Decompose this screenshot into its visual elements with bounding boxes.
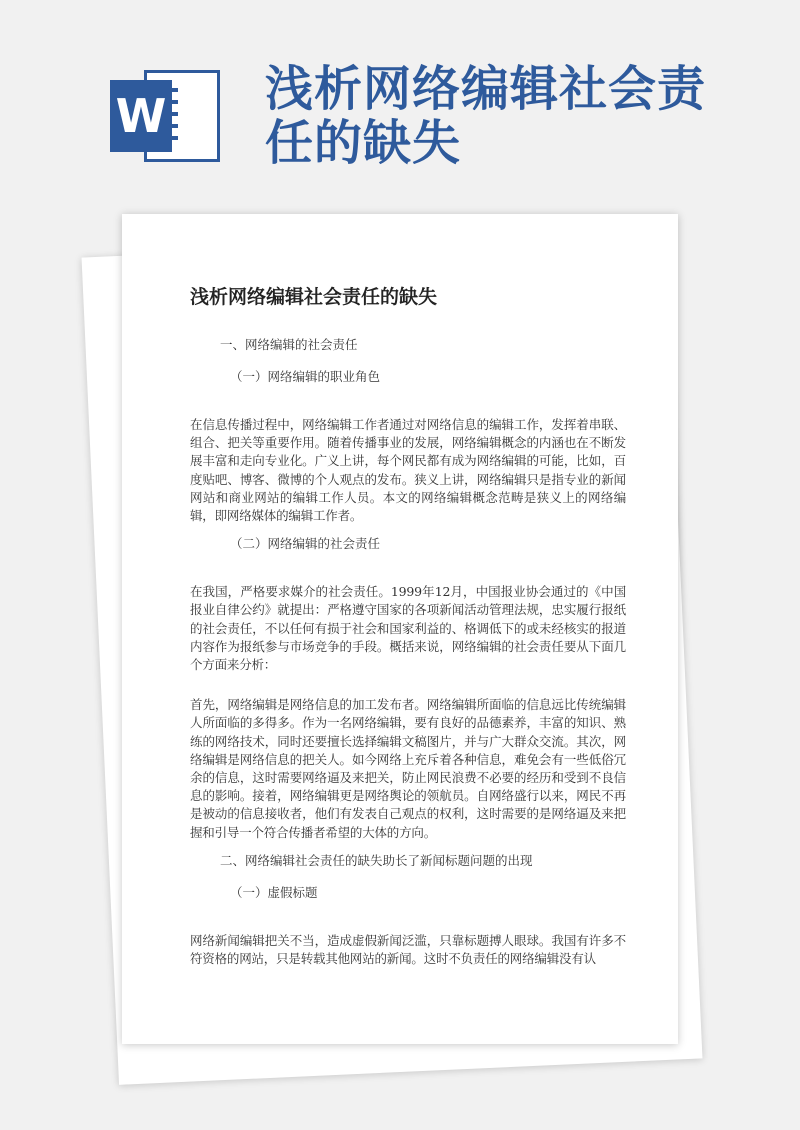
subsection-heading-1-2: （二）网络编辑的社会责任 xyxy=(230,536,381,552)
subsection-heading-2-1: （一）虚假标题 xyxy=(230,884,318,900)
section-heading-1: 一、网络编辑的社会责任 xyxy=(220,337,358,352)
paragraph-analysis: 首先，网络编辑是网络信息的加工发布者。网络编辑所面临的信息远比传统编辑人所面临的多得多。作为一名网络编辑，要有良好的品德素养，丰富的知识、熟练的网络技术，同时还要擅长选择编辑文稿图片，并与广大群众交流。其次，网络编辑是网络信息的把关人。如今网络上充斥着各种信息，难免会有一些低俗冗余的信息，这时需要网络逼及来把关，防止网民浪费不必要的经历和受到不良信息的影响。接着，网络编辑更是网络舆论的领航员。自网络盛行以来，网民不再是被动的信息接收者，他们有发表自己观点的权利，这时需要的是网络逼及来把握和引导一个符合传播者希望的大体的方向。 xyxy=(190,697,626,840)
document-content xyxy=(190,284,626,990)
word-logo xyxy=(110,70,220,162)
subsection-heading-1-1: （一）网络编辑的职业角色 xyxy=(230,369,381,384)
paragraph-responsibility: 在我国，严格要求媒介的社会责任。1999年12月，中国报业协会通过的《中国报业自律公约》就提出：严格遵守国家的各项新闻活动管理法规，忠实履行报纸的社会责任，不以任何有损于社会和国家利益的、格调低下的或未经核实的报道内容作为报纸参与市场竞争的手段。概括来说，网络编辑的社会责任要从下面几个方面来分析： xyxy=(190,584,626,673)
document-page xyxy=(122,214,678,1044)
word-icon: W xyxy=(110,80,172,152)
section-heading-2: 二、网络编辑社会责任的缺失助长了新闻标题问题的出现 xyxy=(220,852,533,868)
document-title: 浅析网络编辑社会责任的缺失 xyxy=(190,286,438,308)
paragraph-role: 在信息传播过程中，网络编辑工作者通过对网络信息的编辑工作，发挥着串联、组合、把关等重要作用。随着传播事业的发展，网络编辑概念的内涵也在不断发展丰富和走向专业化。广义上讲，每个网民都有成为网络编辑的可能，比如，百度贴吧、博客、微博的个人观点的发布。狭义上讲，网络编辑只是指专业的新闻网站和商业网站的编辑工作人员。本文的网络编辑概念范畴是狭义上的网络编辑，即网络媒体的编辑工作者。 xyxy=(190,417,626,524)
paragraph-fake-titles: 网络新闻编辑把关不当，造成虚假新闻泛滥，只靠标题搏人眼球。我国有许多不符资格的网站，只是转载其他网站的新闻。这时不负责任的网络编辑没有认 xyxy=(190,932,626,967)
header-title: 浅析网络编辑社会责任的缺失 xyxy=(265,61,707,171)
